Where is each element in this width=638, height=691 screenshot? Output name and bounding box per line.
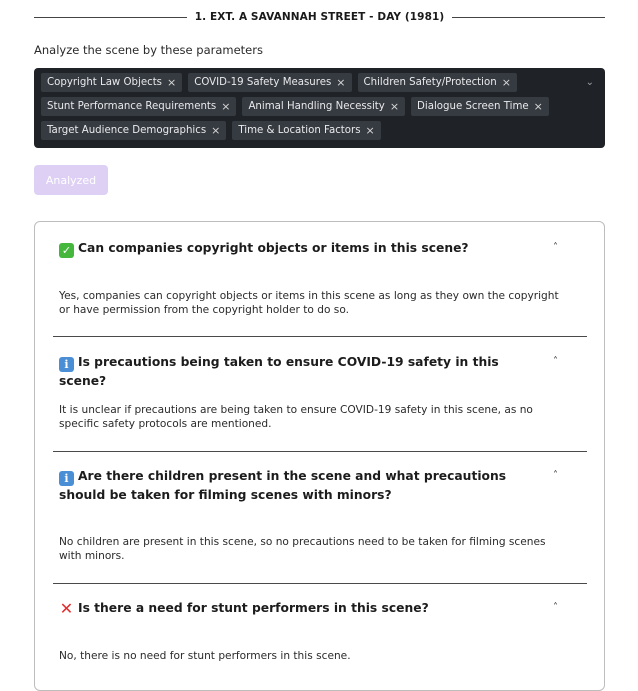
chevron-up-icon[interactable]: ˄	[553, 242, 558, 253]
question-text: Is precautions being taken to ensure COVID-19 safety in this scene?	[59, 355, 499, 388]
remove-tag-icon[interactable]: ×	[533, 100, 543, 113]
heading-rule-right	[452, 17, 605, 18]
chevron-down-icon[interactable]: ⌄	[585, 77, 594, 88]
tag-target-audience-demographics	[41, 121, 226, 140]
analysis-results-panel	[34, 221, 605, 691]
heading-rule-left	[34, 17, 187, 18]
tag-label: Children Safety/Protection	[363, 77, 497, 88]
tag-stunt-performance-requirements	[41, 97, 236, 116]
remove-tag-icon[interactable]: ×	[389, 100, 400, 113]
tag-animal-handling-necessity	[242, 97, 405, 116]
question-text: Is there a need for stunt performers in this scene?	[78, 601, 429, 615]
tag-copyright-law-objects	[41, 73, 182, 92]
tag-label: Target Audience Demographics	[47, 125, 207, 136]
scene-heading	[34, 8, 605, 26]
tag-row	[41, 97, 575, 117]
tag-row	[41, 121, 575, 141]
chevron-up-icon[interactable]: ˄	[553, 470, 558, 481]
instruction-label: Analyze the scene by these parameters	[34, 43, 263, 57]
question-1[interactable]	[59, 239, 529, 258]
question-3[interactable]	[59, 467, 529, 504]
tag-row	[41, 73, 575, 93]
remove-tag-icon[interactable]: ×	[167, 76, 177, 89]
scene-heading-text: 1. EXT. A SAVANNAH STREET - DAY (1981)	[194, 11, 445, 23]
chevron-up-icon[interactable]: ˄	[553, 602, 558, 613]
answer-4: No, there is no need for stunt performers in this scene.	[59, 650, 351, 662]
remove-tag-icon[interactable]: ×	[365, 124, 375, 137]
tag-label: Animal Handling Necessity	[248, 101, 385, 112]
answer-3: No children are present in this scene, so no precautions need to be taken for filming scenes with minors.	[59, 536, 546, 562]
question-text: Are there children present in the scene and what precautions should be taken for filming scenes with minors?	[59, 469, 507, 502]
remove-tag-icon[interactable]: ×	[336, 76, 346, 89]
divider	[53, 336, 587, 337]
question-2[interactable]	[59, 353, 529, 390]
cross-mark-icon: ✕	[59, 599, 74, 618]
tag-children-safety-protection	[358, 73, 517, 92]
remove-tag-icon[interactable]: ×	[501, 76, 511, 89]
parameter-multiselect[interactable]	[34, 68, 605, 148]
tag-label: Stunt Performance Requirements	[47, 101, 217, 112]
tag-label: Dialogue Screen Time	[417, 101, 529, 112]
answer-2: It is unclear if precautions are being taken to ensure COVID-19 safety in this scene, as no specific safety protocols are mentioned.	[59, 404, 533, 430]
remove-tag-icon[interactable]: ×	[221, 100, 231, 113]
chevron-up-icon[interactable]: ˄	[553, 356, 558, 367]
tag-dialogue-screen-time	[411, 97, 549, 116]
answer-1: Yes, companies can copyright objects or items in this scene as long as they own the copyright or have permission from the copyright holder to do so.	[59, 290, 559, 316]
tag-label: Time & Location Factors	[238, 125, 361, 136]
tag-label: Copyright Law Objects	[47, 77, 162, 88]
question-4[interactable]	[59, 599, 529, 617]
analyzed-button[interactable]: Analyzed	[34, 165, 108, 195]
remove-tag-icon[interactable]: ×	[211, 124, 221, 137]
check-mark-icon: ✓	[59, 243, 74, 258]
divider	[53, 451, 587, 452]
tag-time-location-factors	[232, 121, 380, 140]
question-text: Can companies copyright objects or items in this scene?	[78, 241, 469, 255]
info-icon: i	[59, 471, 74, 486]
tag-covid-19-safety-measures	[188, 73, 351, 92]
divider	[53, 583, 587, 584]
info-icon: i	[59, 357, 74, 372]
tag-label: COVID-19 Safety Measures	[194, 77, 332, 88]
